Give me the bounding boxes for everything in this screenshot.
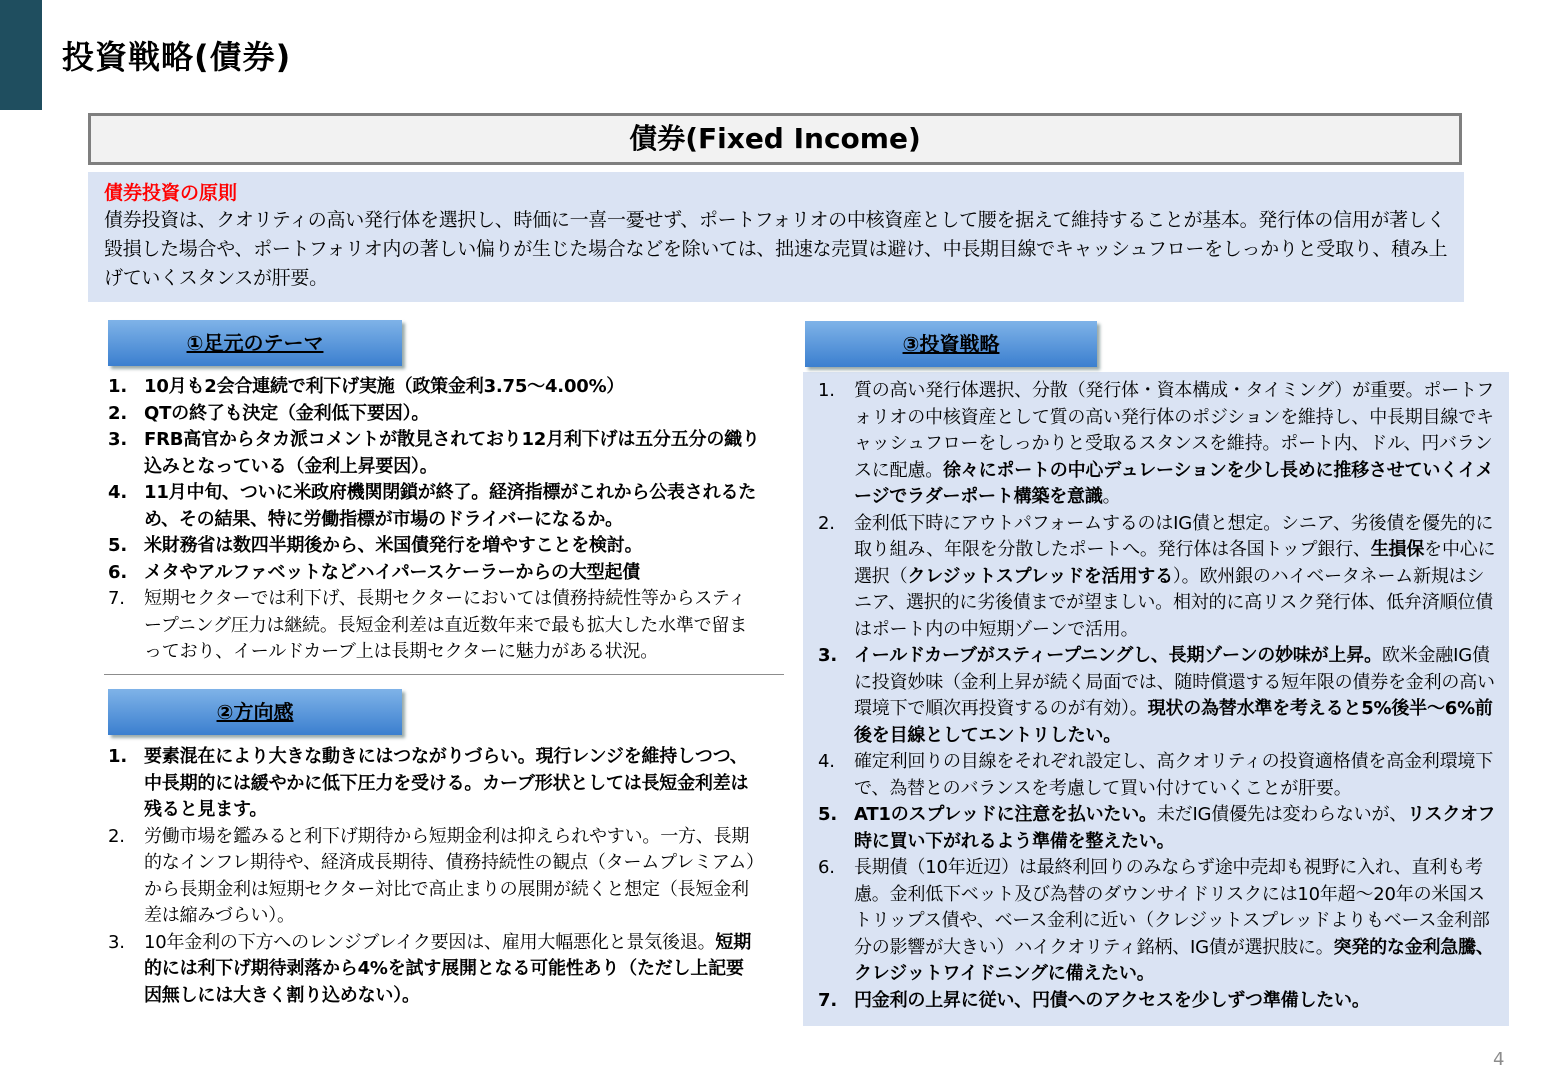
emphasis-text: QTの終了も決定（金利低下要因）。	[144, 402, 430, 424]
list-item-number: 1.	[818, 380, 835, 401]
list-item-text	[144, 930, 760, 1010]
list-item	[108, 427, 760, 480]
body-text: 労働市場を鑑みると利下げ期待から短期金利は抑えられやすい。一方、長期的なインフレ期待や、経済成長期待、債務持続性の観点（タームプレミアム）から長期金利は短期セクター対比で高止まりの展開が続くと想定（長短金利差は縮みづらい）。	[144, 825, 755, 926]
list-item	[818, 988, 1498, 1015]
list-item	[818, 643, 1498, 749]
list-item-number: 2.	[818, 512, 835, 534]
list-item	[108, 744, 760, 824]
list-item-text	[144, 744, 760, 824]
body-text: 未だIG債優先は変わらないが、	[1156, 804, 1408, 825]
body-text: ）。欧州銀のハイベータネーム新規はシニア、選択的に劣後債までが望ましい。相対的に高リスク発行体、低弁済順位債はポート内の中短期ゾーンで活用。	[854, 565, 1493, 640]
list-item	[108, 930, 760, 1010]
emphasis-text: 米財務省は数四半期後から、米国債発行を増やすことを検討。	[144, 535, 643, 556]
list-item-number: 4.	[818, 751, 835, 772]
list-item-text	[854, 378, 1498, 511]
list-item-number: 6.	[108, 561, 127, 583]
list-item-text	[144, 401, 760, 428]
list-item-number: 4.	[108, 482, 127, 503]
body-text: 長期債（10年近辺）は最終利回りのみならず途中売却も視野に入れ、直利も考慮。金利低下ベット及び為替のダウンサイドリスクには10年超～20年の米国ストリップス債や、ベース金利に近い（クレジットスプレッドよりもベース金利部分の影響が大きい）ハイクオリティ銘柄、IG債が選択肢に。	[854, 857, 1490, 958]
page-title: 投資戦略(債券)	[62, 38, 292, 76]
principle-box	[88, 172, 1464, 302]
strategy-list	[818, 378, 1498, 1014]
list-item-text	[144, 374, 760, 401]
list-item-number: 7.	[108, 588, 125, 609]
list-item-text	[144, 427, 760, 480]
emphasis-text: クレジットスプレッドを活用する	[907, 565, 1173, 587]
theme-list	[108, 374, 760, 666]
emphasis-text: イールドカーブがスティープニングし、長期ゾーンの妙味が上昇。	[854, 645, 1382, 666]
list-item-number: 3.	[818, 645, 837, 666]
list-item-number: 2.	[108, 402, 127, 424]
principle-body: 債券投資は、クオリティの高い発行体を選択し、時価に一喜一憂せず、ポートフォリオの中核資産として腰を据えて維持することが基本。発行体の信用が著しく毀損した場合や、ポートフォリオ内の著しい偏りが生じた場合などを除いては、拙速な売買は避け、中長期目線でキャッシュフローをしっかりと受取り、積み上げていくスタンスが肝要。	[104, 209, 1448, 289]
list-item	[108, 824, 760, 930]
strategy-tag: ③投資戦略	[805, 321, 1097, 367]
list-item-number: 3.	[108, 931, 125, 953]
list-item-text	[854, 988, 1498, 1015]
list-item-text	[144, 560, 760, 587]
direction-tag: ②方向感	[108, 689, 402, 735]
emphasis-text: 円金利の上昇に従い、円債へのアクセスを少しずつ準備したい。	[854, 989, 1370, 1011]
list-item-number: 7.	[818, 989, 837, 1011]
direction-list	[108, 744, 760, 1009]
emphasis-text: 生損保	[1370, 539, 1425, 560]
list-item	[818, 749, 1498, 802]
list-item-number: 2.	[108, 825, 125, 847]
list-item-number: 5.	[108, 535, 127, 556]
list-item-number: 1.	[108, 376, 127, 397]
emphasis-text: FRB高官からタカ派コメントが散見されており12月利下げは五分五分の織り込みとなっている（金利上昇要因）。	[144, 429, 760, 477]
emphasis-text: 要素混在により大きな動きにはつながりづらい。現行レンジを維持しつつ、中長期的には緩やかに低下圧力を受ける。カーブ形状としては長短金利差は残ると見ます。	[144, 746, 749, 820]
list-item	[108, 533, 760, 560]
emphasis-text: リスクオフ時に買い下がれるよう準備を整えたい。	[854, 804, 1496, 852]
emphasis-text: メタやアルファベットなどハイパースケーラーからの大型起債	[144, 561, 641, 583]
body-text: 金利低下時にアウトパフォームするのはIG債と想定。シニア、劣後債を優先的に取り組み、年限を分散したポートへ。発行体は各国トップ銀行、	[854, 512, 1494, 560]
list-item	[818, 511, 1498, 644]
list-item	[108, 374, 760, 401]
list-item	[108, 586, 760, 666]
body-text: 確定利回りの目線をそれぞれ設定し、高クオリティの投資適格債を高金利環境下で、為替とのバランスを考慮して買い付けていくことが肝要。	[854, 751, 1493, 799]
list-item-number: 5.	[818, 804, 837, 825]
list-item	[108, 480, 760, 533]
section-header: 債券(Fixed Income)	[88, 113, 1462, 165]
principle-title: 債券投資の原則	[104, 182, 238, 204]
emphasis-text: 突発的な金利急騰、クレジットワイドニングに備えたい。	[854, 936, 1494, 984]
list-item	[818, 802, 1498, 855]
list-item-text	[144, 586, 760, 666]
page-number: 4	[1493, 1049, 1505, 1070]
list-item-text	[854, 855, 1498, 988]
emphasis-text: 徐々にポートの中心デュレーションを少し長めに推移させていくイメージでラダーポート構築を意識	[854, 459, 1494, 507]
body-text: を中心に選択（	[854, 539, 1496, 587]
section-divider	[104, 674, 784, 675]
list-item-text	[144, 824, 760, 930]
body-text: 短期セクターでは利下げ、長期セクターにおいては債務持続性等からスティープニング圧力は継続。長短金利差は直近数年来で最も拡大した水準で留まっており、イールドカーブ上は長期セクターに魅力がある状況。	[144, 588, 748, 662]
list-item-number: 3.	[108, 429, 127, 450]
list-item-text	[854, 511, 1498, 644]
list-item-text	[144, 480, 760, 533]
emphasis-text: AT1のスプレッドに注意を払いたい。	[854, 804, 1157, 825]
theme-tag: ①足元のテーマ	[108, 320, 402, 366]
title-accent-bar	[0, 0, 42, 110]
list-item-number: 1.	[108, 746, 127, 767]
list-item-number: 6.	[818, 857, 835, 878]
list-item-text	[144, 533, 760, 560]
emphasis-text: 10月も2会合連続で利下げ実施（政策金利3.75～4.00%）	[144, 376, 625, 397]
list-item-text	[854, 802, 1498, 855]
emphasis-text: 短期的には利下げ期待剥落から4%を試す展開となる可能性あり（ただし上記要因無しには大きく割り込めない）。	[144, 931, 752, 1006]
list-item	[108, 560, 760, 587]
list-item	[818, 378, 1498, 511]
body-text: 。	[1102, 486, 1121, 507]
body-text: 欧米金融IG債に投資妙味（金利上昇が続く局面では、随時償還する短年限の債券を金利の高い環境下で順次再投資するのが有効）。	[854, 645, 1495, 719]
body-text: 質の高い発行体選択、分散（発行体・資本構成・タイミング）が重要。ポートフォリオの中核資産として質の高い発行体のポジションを維持し、中長期目線でキャッシュフローをしっかりと受取るスタンスを維持。ポート内、ドル、円バランスに配慮。	[854, 380, 1495, 481]
list-item	[818, 855, 1498, 988]
list-item-text	[854, 643, 1498, 749]
body-text: 10年金利の下方へのレンジブレイク要因は、雇用大幅悪化と景気後退。	[144, 931, 716, 953]
list-item	[108, 401, 760, 428]
list-item-text	[854, 749, 1498, 802]
emphasis-text: 現状の為替水準を考えると5%後半～6%前後を目線としてエントリしたい。	[854, 698, 1493, 746]
emphasis-text: 11月中旬、ついに米政府機関閉鎖が終了。経済指標がこれから公表されるため、その結果、特に労働指標が市場のドライバーになるか。	[144, 482, 757, 530]
